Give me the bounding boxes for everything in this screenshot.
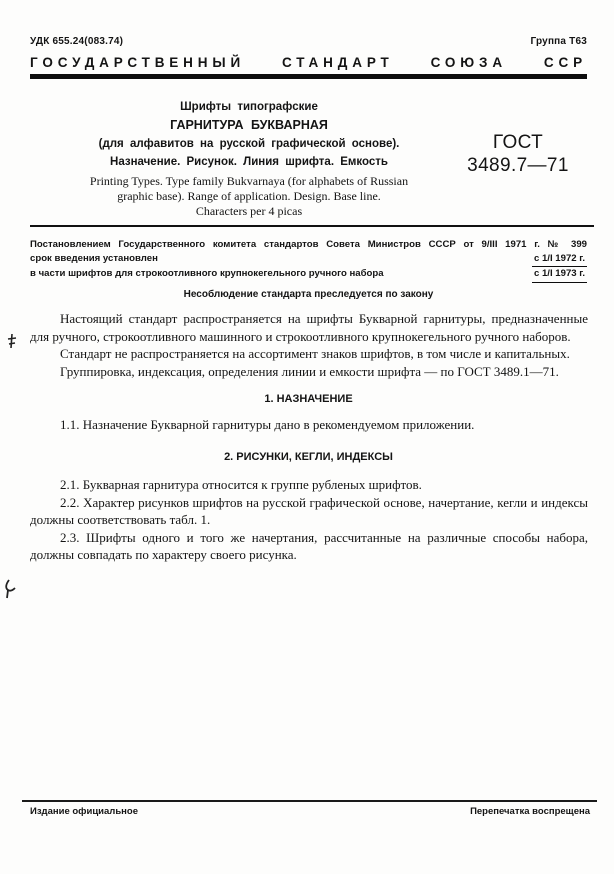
title-block [30,98,468,219]
state-standard-heading: ГОСУДАРСТВЕННЫЙ СТАНДАРТ СОЮЗА ССР [30,55,587,70]
section-2-heading: 2. РИСУНКИ, КЕГЛИ, ИНДЕКСЫ [224,451,393,463]
footer-rule [22,800,597,802]
title-en-line2: graphic base). Range of application. Design. Base line. [117,189,381,203]
section-1-heading: 1. НАЗНАЧЕНИЕ [264,393,353,405]
footer-reprint: Перепечатка воспрещена [470,806,590,817]
footer-row [30,806,590,817]
decree-block [30,238,587,283]
title-en-line3: Characters per 4 picas [195,204,303,218]
divider-rule [30,225,594,227]
section-2-content [30,476,588,564]
decree-scope-label: в части шрифтов для строкоотливного крупнокегельного ручного набора [30,268,384,279]
paragraph: 1.1. Назначение Букварной гарнитуры дано в рекомендуемом приложении. [60,417,475,432]
paragraph: Группировка, индексация, определения линии и емкости шрифта — по ГОСТ 3489.1—71. [60,363,559,379]
title-en-line1: Printing Types. Type family Bukvarnaya (for alphabets of Russian [89,174,409,188]
ink-mark [1,576,19,602]
paragraph: Стандарт не распространяется на ассортимент знаков шрифтов, в том числе и капитальных. [60,346,570,361]
meta-row [30,36,587,47]
gost-number: 3489.7—71 [467,155,569,176]
ink-mark [5,332,19,352]
title-en [30,174,468,219]
title-ru-sections: Назначение. Рисунок. Линия шрифта. Емкость [110,156,388,168]
intro-paragraphs [30,310,588,380]
title-ru-small: Шрифты типографские [180,101,318,113]
paragraph: 2.1. Букварная гарнитура относится к группе рубленых шрифтов. [60,477,422,492]
gost-label: ГОСТ [492,132,544,153]
paragraph: Настоящий стандарт распространяется на шрифты Букварной гарнитуры, предназначенные для ручного, строкоотливного машинного и строкоотливного крупнокегельного ручного наборов. [30,311,588,344]
gost-number-block [438,131,598,177]
group-code: Группа Т63 [530,36,587,47]
header-rule [30,74,587,79]
title-ru-main: ГАРНИТУРА БУКВАРНАЯ [170,118,328,132]
decree-line1: Постановлением Государственного комитета стандартов Совета Министров СССР от 9/III 1971 г. № 399 [30,239,587,250]
paragraph: 2.2. Характер рисунков шрифтов на русской графической основе, начертание, кегли и индексы должны соответствовать табл. 1. [30,494,588,527]
decree-date-1972: с 1/I 1972 г. [532,252,587,268]
title-ru-sub: (для алфавитов на русской графической основе). [98,138,400,150]
decree-row-1973 [30,267,587,283]
udk-code: УДК 655.24(083.74) [30,36,124,47]
section-1-content [30,416,588,434]
footer-official: Издание официальное [30,806,138,817]
law-notice: Несоблюдение стандарта преследуется по закону [183,289,434,300]
decree-row-1972 [30,252,587,268]
decree-effective-label: срок введения установлен [30,252,158,264]
paragraph: 2.3. Шрифты одного и того же начертания, рассчитанные на различные способы набора, должны совпадать по характеру своего рисунка. [30,529,588,562]
decree-date-1973: с 1/I 1973 г. [532,267,587,283]
